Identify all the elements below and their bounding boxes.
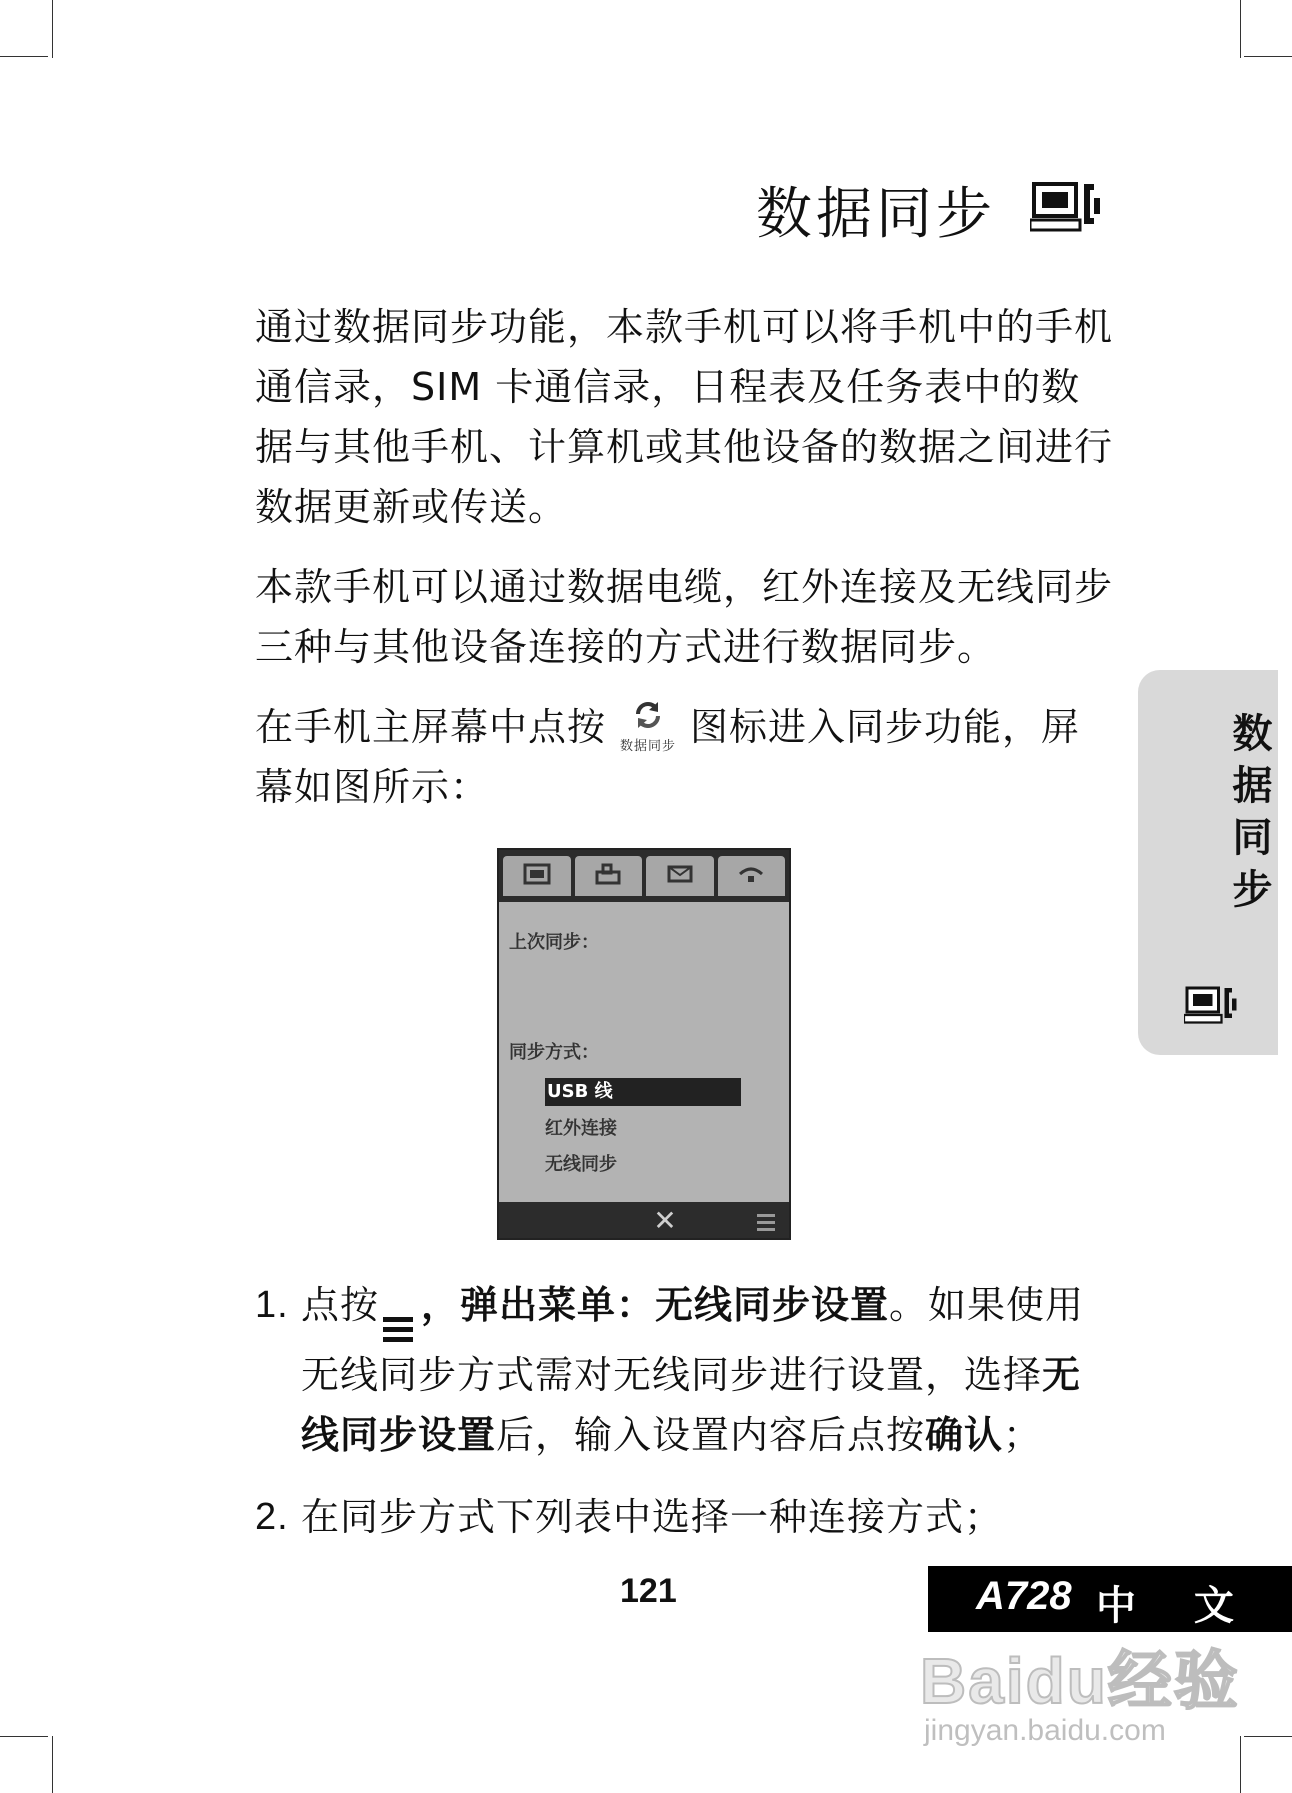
phone-tab-bar (499, 850, 789, 902)
sync-method-label: 同步方式： (509, 1042, 599, 1063)
message-icon (665, 862, 695, 890)
pc-phone-sync-icon (1030, 180, 1102, 240)
side-tab-label: 数据同步 (1226, 712, 1273, 920)
watermark (920, 1630, 1240, 1748)
last-sync-label: 上次同步： (509, 932, 599, 953)
paragraph-intro: 通过数据同步功能，本款手机可以将手机中的手机通信录，SIM 卡通信录，日程表及任务表中的数据与其他手机、计算机或其他设备的数据之间进行数据更新或传送。 (255, 305, 1114, 529)
step-text: 后，输入设置内容后点按 (496, 1412, 926, 1457)
data-sync-icon-caption: 数据同步 (620, 739, 677, 754)
confirm-label: 确认 (925, 1412, 1004, 1457)
calendar-icon (593, 862, 623, 890)
page-number: 121 (620, 1572, 677, 1610)
crop-mark (1244, 1736, 1292, 1737)
phone-bottom-bar (499, 1202, 789, 1238)
header (756, 170, 1102, 250)
option-infrared[interactable]: 红外连接 (545, 1118, 617, 1139)
tab-network[interactable] (718, 856, 786, 896)
paragraph-methods: 本款手机可以通过数据电缆，红外连接及无线同步三种与其他设备连接的方式进行数据同步。 (255, 565, 1114, 669)
page-title: 数据同步 (756, 182, 996, 247)
paragraph-text: 在手机主屏幕中点按 (255, 705, 607, 749)
section-side-tab (1138, 670, 1278, 1055)
close-button[interactable]: ✕ (653, 1204, 677, 1237)
steps-list (255, 1275, 1115, 1569)
crop-mark (0, 56, 48, 57)
step-text: ，弹出菜单： (421, 1283, 656, 1327)
tab-message[interactable] (646, 856, 714, 896)
model-name: A728 (976, 1574, 1072, 1618)
step-text: 。如果使用无线同步方式需对无线同步进行设置，选择 (301, 1283, 1085, 1397)
crop-mark (52, 0, 53, 58)
baidu-logo: Baidu经验 (920, 1645, 1240, 1717)
option-usb-cable[interactable]: USB 线 (545, 1078, 741, 1106)
paragraph-enter (255, 697, 1115, 817)
step-text: ； (1003, 1412, 1043, 1457)
menu-item-name: 无线同步设置 (655, 1283, 890, 1327)
watermark-url: jingyan.baidu.com (924, 1714, 1166, 1747)
network-icon (736, 862, 766, 890)
step-number: 2. (255, 1495, 289, 1538)
model-bar (928, 1566, 1292, 1632)
step-text: 在同步方式下列表中选择一种连接方式； (301, 1494, 1004, 1539)
menu-icon (383, 1315, 413, 1345)
step-text: 点按 (301, 1283, 380, 1327)
data-sync-app-icon (608, 698, 688, 754)
list-item (255, 1275, 1115, 1465)
option-wireless-sync[interactable]: 无线同步 (545, 1154, 617, 1175)
step-number: 1. (255, 1284, 289, 1326)
crop-mark (52, 1736, 53, 1793)
menu-item-name: 无线同步设置 (301, 1352, 1082, 1457)
list-item (255, 1487, 1115, 1547)
tab-calendar[interactable] (575, 856, 643, 896)
crop-mark (1240, 1736, 1241, 1793)
pc-phone-sync-icon (1184, 985, 1238, 1031)
contacts-icon (522, 862, 552, 890)
tab-contacts[interactable] (503, 856, 571, 896)
body-text (255, 297, 1115, 837)
phone-screenshot (497, 848, 791, 1240)
crop-mark (1240, 0, 1241, 58)
menu-button[interactable] (749, 1208, 783, 1236)
crop-mark (0, 1736, 48, 1737)
language-label: 中 文 (1096, 1583, 1256, 1629)
paragraph-text: 图标进入同步功能，屏幕如图所示： (255, 705, 1081, 809)
crop-mark (1244, 56, 1292, 57)
